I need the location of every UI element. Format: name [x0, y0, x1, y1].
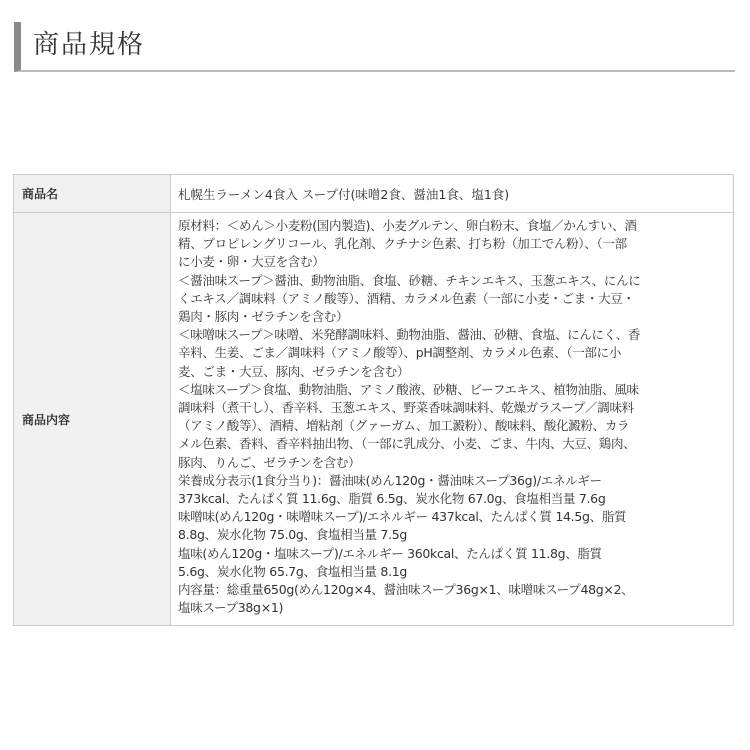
content-line: 調味料（煮干し）、香辛料、玉葱エキス、野菜香味調味料、乾燥ガラスープ／調味料	[178, 400, 634, 416]
product-content-label: 商品内容	[14, 213, 171, 626]
content-line: 辛料、生姜、ごま／調味料（アミノ酸等）、pH調整剤、カラメル色素、（一部に小	[178, 345, 622, 361]
table-row-product-name	[14, 175, 734, 213]
content-line: ＜味噌味スープ＞味噌、米発酵調味料、動物油脂、醤油、砂糖、食塩、にんにく、香	[178, 327, 641, 343]
content-line: ＜塩味スープ＞食塩、動物油脂、アミノ酸液、砂糖、ビーフエキス、植物油脂、風味	[178, 381, 639, 397]
product-name-label: 商品名	[14, 175, 171, 213]
content-line: ＜醤油味スープ＞醤油、動物油脂、食塩、砂糖、チキンエキス、玉葱エキス、にんに	[178, 272, 641, 288]
spec-table	[13, 174, 734, 626]
content-line: 鶏肉・豚肉・ゼラチンを含む）	[178, 309, 349, 325]
content-line: メル色素、香料、香辛料抽出物、（一部に乳成分、小麦、ごま、牛肉、大豆、鶏肉、	[178, 436, 636, 452]
content-line: 8.8g、炭水化物 75.0g、食塩相当量 7.5g	[178, 527, 408, 543]
content-line: に小麦・卵・大豆を含む）	[178, 254, 325, 270]
content-line: 373kcal、たんぱく質 11.6g、脂質 6.5g、炭水化物 67.0g、食塩相当量 7.6g	[178, 491, 606, 507]
content-line: 内容量：総重量650g(めん120g×4、醤油味スープ36g×1、味噌味スープ48g×2、	[178, 582, 634, 598]
content-line: （アミノ酸等）、酒精、増粘剤（グァーガム、加工澱粉）、酸味料、酸化澱粉、カラ	[178, 418, 630, 434]
content-line: 5.6g、炭水化物 65.7g、食塩相当量 8.1g	[178, 563, 408, 579]
content-line: 精、プロピレングリコール、乳化剤、クチナシ色素、打ち粉（加工でん粉）、（一部	[178, 236, 627, 252]
content-line: 栄養成分表示(1食分当り)：醤油味(めん120g・醤油味スープ36g)/エネルギー	[178, 472, 602, 488]
product-content-value	[171, 213, 734, 626]
content-line: 味噌味(めん120g・味噌味スープ)/エネルギー 437kcal、たんぱく質 14.5g、脂質	[178, 509, 627, 525]
product-content-text	[178, 213, 733, 625]
section-title: 商品規格	[33, 30, 146, 60]
content-line: 塩味スープ38g×1)	[178, 600, 284, 616]
section-heading	[14, 22, 735, 72]
content-line: 原材料：＜めん＞小麦粉(国内製造)、小麦グルテン、卵白粉末、食塩／かんすい、酒	[178, 218, 637, 233]
table-row-product-content	[14, 213, 734, 626]
product-name-value: 札幌生ラーメン4食入 スープ付(味噌2食、醤油1食、塩1食)	[171, 175, 734, 213]
content-line: 豚肉、りんご、ゼラチンを含む）	[178, 454, 361, 470]
content-line: くエキス／調味料（アミノ酸等）、酒精、カラメル色素（一部に小麦・ごま・大豆・	[178, 290, 635, 306]
content-line: 塩味(めん120g・塩味スープ)/エネルギー 360kcal、たんぱく質 11.8g、脂質	[178, 545, 602, 561]
content-line: 麦、ごま・大豆、豚肉、ゼラチンを含む）	[178, 363, 410, 379]
